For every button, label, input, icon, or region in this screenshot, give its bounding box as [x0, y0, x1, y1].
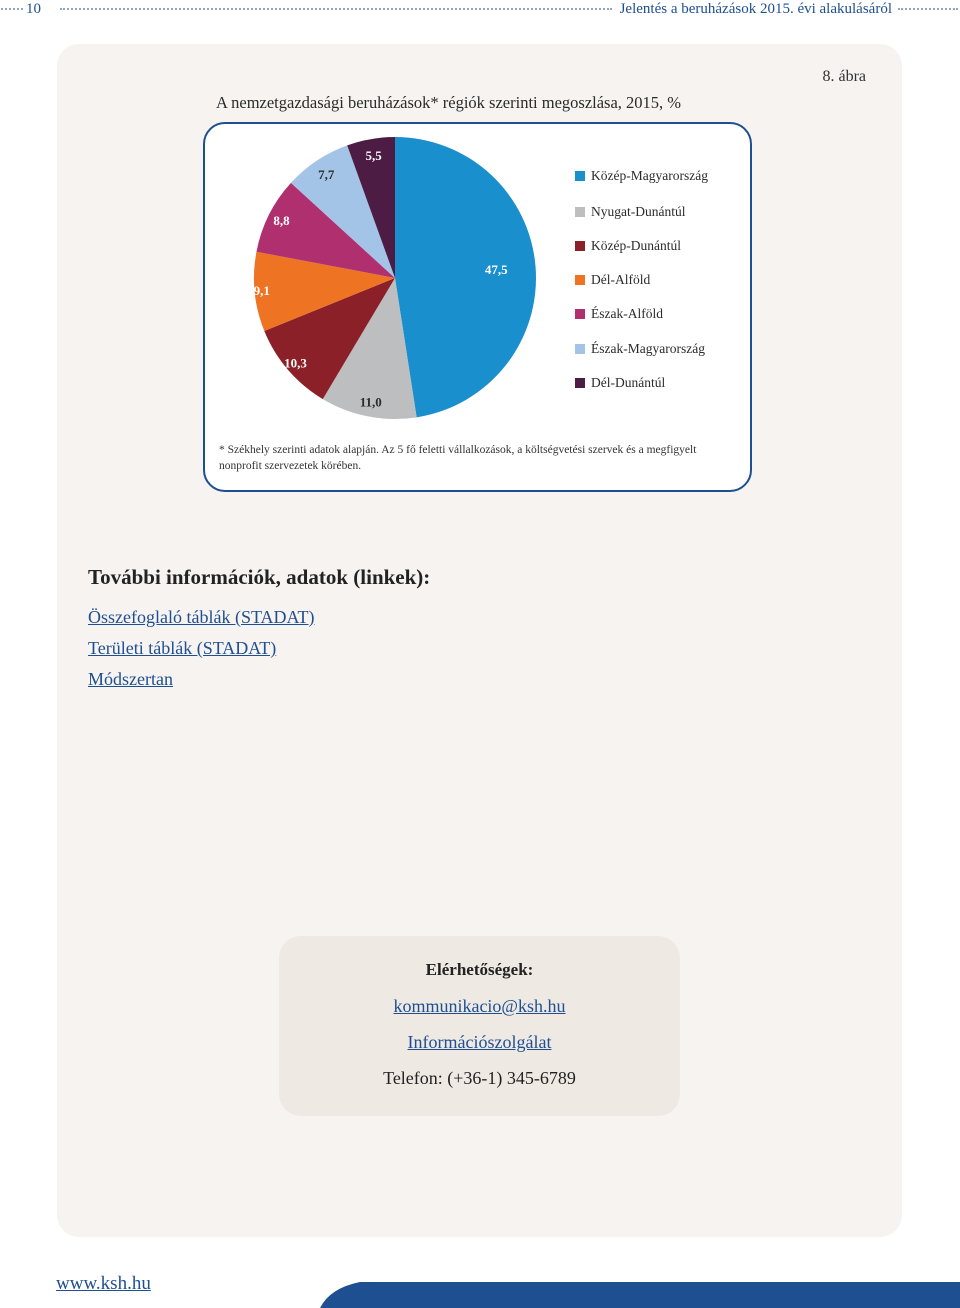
- pie-chart: [205, 124, 565, 434]
- legend-item-3: [575, 272, 650, 288]
- legend-item-4: [575, 306, 663, 322]
- legend-swatch: [575, 207, 585, 217]
- link-methodology[interactable]: Módszertan: [88, 669, 173, 689]
- link-regional-tables[interactable]: Területi táblák (STADAT): [88, 638, 277, 658]
- legend-item-1: [575, 204, 685, 220]
- pie-label-0: 47,5: [484, 262, 508, 278]
- link-summary-tables[interactable]: Összefoglaló táblák (STADAT): [88, 607, 315, 627]
- legend-label: Közép-Magyarország: [591, 168, 708, 183]
- contact-email-link[interactable]: kommunikacio@ksh.hu: [393, 996, 566, 1016]
- legend-item-0: [575, 168, 708, 184]
- document-title: Jelentés a beruházások 2015. évi alakulásáról: [619, 1, 892, 17]
- information-service-link[interactable]: Információszolgálat: [407, 1032, 552, 1052]
- legend-swatch: [575, 378, 585, 388]
- legend-label: Észak-Magyarország: [591, 341, 705, 356]
- legend-swatch: [575, 171, 585, 181]
- figure-title: A nemzetgazdasági beruházások* régiók szerinti megoszlása, 2015, %: [216, 93, 682, 112]
- legend-label: Közép-Dunántúl: [591, 238, 681, 253]
- legend-swatch: [575, 344, 585, 354]
- pie-label-1: 11,0: [359, 394, 382, 410]
- more-info-title: További információk, adatok (linkek):: [88, 565, 431, 589]
- pie-label-4: 8,8: [273, 213, 290, 229]
- legend-label: Dél-Dunántúl: [591, 375, 666, 390]
- legend-item-5: [575, 341, 705, 357]
- legend-item-6: [575, 375, 665, 391]
- pie-label-5: 7,7: [318, 166, 335, 182]
- pie-slice-0: [395, 137, 536, 417]
- legend-item-2: [575, 238, 681, 254]
- pie-label-3: 9,1: [253, 283, 270, 299]
- header-dots-left: [1, 8, 23, 10]
- legend-swatch: [575, 309, 585, 319]
- legend-swatch: [575, 241, 585, 251]
- header-dots-right: [898, 8, 958, 10]
- page-number: 10: [26, 1, 41, 17]
- legend-label: Észak-Alföld: [591, 306, 663, 321]
- contact-phone: Telefon: (+36-1) 345-6789: [383, 1068, 576, 1088]
- contact-title: Elérhetőségek:: [425, 960, 534, 979]
- figure-footnote: * Székhely szerinti adatok alapján. Az 5 fő feletti vállalkozások, a költségvetési szervek és a megfigyelt nonprofit szervezetek körében.: [219, 444, 697, 472]
- footer-website-link[interactable]: www.ksh.hu: [56, 1273, 151, 1294]
- legend-label: Dél-Alföld: [591, 272, 651, 287]
- pie-label-6: 5,5: [365, 147, 382, 163]
- figure-number: 8. ábra: [822, 68, 866, 85]
- footer-bar: [320, 1282, 960, 1308]
- chart-frame: [203, 122, 752, 492]
- legend-swatch: [575, 275, 585, 285]
- pie-label-2: 10,3: [284, 355, 307, 371]
- contact-box: [279, 936, 680, 1116]
- legend-label: Nyugat-Dunántúl: [591, 204, 686, 219]
- header-dots: [60, 8, 612, 10]
